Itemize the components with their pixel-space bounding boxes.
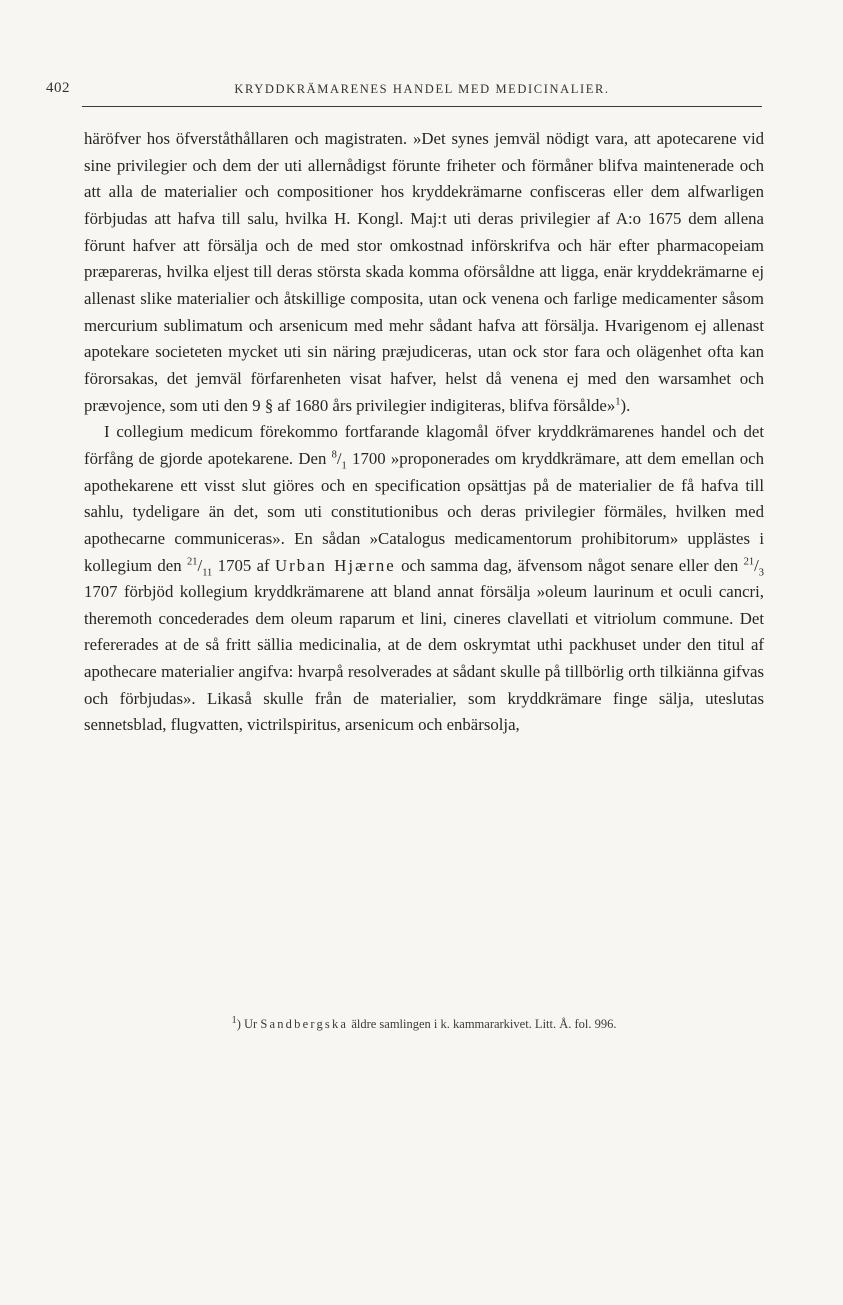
paragraph-2-text-c: 1705 af (212, 555, 275, 575)
date-3-numerator: 21 (743, 555, 755, 567)
person-name: Urban Hjærne (275, 555, 396, 575)
paragraph-2-text-e: 1707 förbjöd kollegium kryddkrämarene att bland annat försälja »oleum laurinum et oculi cancri, theremoth concederades dem oleum raparum et lini, cineres clavellati et vitriolum commune. Det refererades at de så fritt sällia medicinalia, at de dem oskrymtat uthi packhuset under den titul af apothecare materialier angifva: hvarpå resolverades at sådant skulle på tillbörlig orth tilkiänna gifvas och förbjudas». Likaså skulle från de materialier, som kryddkrämare finge sälja, uteslutas sennetsblad, flugvatten, victrilspiritus, arsenicum och enbärsolja, (84, 582, 764, 735)
footnote-collection-name: Sandbergska (260, 1017, 349, 1031)
footnote-text-b: äldre samlingen i k. kammararkivet. Litt. Å. fol. 996. (348, 1017, 617, 1031)
date-1-numerator: 8 (331, 449, 337, 461)
date-3-denominator: 3 (758, 566, 764, 578)
paragraph-2-text-b: 1700 »proponerades om kryddkrämare, att dem emellan och apothekarene ett visst slut giöres och en specification opsättjas på de materialier de få hafva till sahlu, tydeligare än det, som uti constitutionibus och deras privilegier förmäles, hvilken med apothecarne communiceras». En sådan »Catalogus medicamentorum prohibitorum» upplästes i kollegium den (84, 448, 764, 575)
paragraph-1-text: häröfver hos öfverståthållaren och magistraten. »Det synes jemväl nödigt vara, att apotecarene vid sine privilegier och dem der uti allernådigst förunte friheter och förmåner blifva maintenerade och att alla de materialier och compositioner hos kryddekrämarne confisceras eller dem alfwarligen förbjudas att hafva till salu, hvilka H. Kongl. Maj:t uti deras privilegier af A:o 1675 dem allena förunt hafver att försälja och de med stor omkostnad införskrifva och här efter pharmacopeiam præpareras, hvilka eljest till deras största skada komma oförsåldne att ligga, enär kryddekrämarne ej allenast slike materialier och åtskillige composita, utan ock venena och farlige medicamenter såsom mercurium sublimatum och arsenicum med mehr sådant hafva att försälja. Hvarigenom ej allenast apotekare societeten mycket uti sin näring præjudiceras, utan ock stor fara och olägenhet ofta kan förorsakas, det jemväl förfarenheten visat hafver, helst då venena ej med den warsamhet och prævojence, som uti den 9 § af 1680 års privilegier indigiteras, blifva försålde» (84, 129, 764, 415)
date-2-denominator: 11 (202, 566, 213, 578)
main-text (84, 126, 764, 739)
paragraph-2-text-a: I collegium medicum förekommo fortfarande klagomål öfver kryddkrämarenes handel och det förfång de gjorde apotekarene. Den (84, 422, 764, 468)
paragraph-1: häröfver hos öfverståthållaren och magistraten. »Det synes jemväl nödigt vara, att apotecarene vid sine privilegier och dem der uti allernådigst förunte friheter och förmåner blifva maintenerade och att alla de materialier och compositioner hos kryddekrämarne confisceras eller dem alfwarligen förbjudas att hafva till salu, hvilka H. Kongl. Maj:t uti deras privilegier af A:o 1675 dem allena förunt hafver att försälja och de med stor omkostnad införskrifva och här efter pharmacopeiam præpareras, hvilka eljest till deras största skada komma oförsåldne att ligga, enär kryddekrämarne ej allenast slike materialier och åtskillige composita, utan ock venena och farlige medicamenter såsom mercurium sublimatum och arsenicum med mehr sådant hafva att försälja. Hvarigenom ej allenast apotekare societeten mycket uti sin näring præjudiceras, utan ock stor fara och olägenhet ofta kan förorsakas, det jemväl förfarenheten visat hafver, helst då venena ej med den warsamhet och prævojence, som uti den 9 § af 1680 års privilegier indigiteras, blifva försålde»$^1$). (84, 129, 764, 415)
page-header (46, 80, 762, 107)
paragraph-2-text-d: och samma dag, äfvensom något senare eller den (395, 555, 744, 575)
footnote-marker: 1 (231, 1014, 237, 1026)
date-1-denominator: 1 (341, 460, 347, 472)
page-number: 402 (46, 80, 70, 96)
footnote-text-a: Ur (244, 1017, 261, 1031)
running-title: KRYDDKRÄMARENES HANDEL MED MEDICINALIER. (234, 82, 610, 96)
footnote: $^1$) Ur Sandbergska äldre samlingen i k. kammararkivet. Litt. Å. fol. 996. (231, 1014, 617, 1031)
footnote-reference: 1 (615, 395, 621, 407)
paragraph-2: I collegium medicum förekommo fortfarande klagomål öfver kryddkrämarenes handel och det förfång de gjorde apotekarene. Den $^8/_1$ 1700 »proponerades om kryddkrämare, att dem emellan och apothekarene ett visst slut giöres och en specification opsättjas på de materialier de få hafva till sahlu, tydeligare än det, som uti constitutionibus och deras privilegier förmäles, hvilken med apothecarne communiceras». En sådan »Catalogus medicamentorum prohibitorum» upplästes i kollegium den $^{21}/_{11}$ 1705 af Urban Hjærne och samma dag, äfvensom något senare eller den $^{21}/_3$ 1707 förbjöd kollegium kryddkrämarene att bland annat försälja »oleum laurinum et oculi cancri, theremoth concederades dem oleum raparum et lini, cineres clavellati et vitriolum commune. Det refererades at de så fritt sällia medicinalia, at de dem oskrymtat uthi packhuset under den titul af apothecare materialier angifva: hvarpå resolverades at sådant skulle på tillbörlig orth tilkiänna gifvas och förbjudas». Likaså skulle från de materialier, som kryddkrämare finge sälja, uteslutas sennetsblad, flugvatten, victrilspiritus, arsenicum och enbärsolja, (84, 422, 764, 735)
date-2-numerator: 21 (187, 555, 198, 567)
paragraph-1-end: . (626, 395, 631, 415)
